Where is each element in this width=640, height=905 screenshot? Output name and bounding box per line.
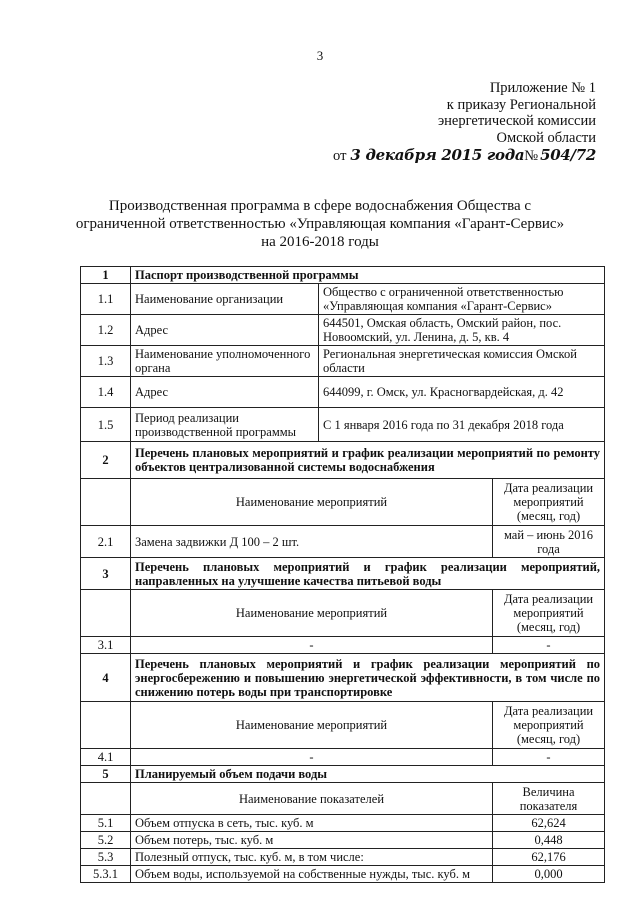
column-header-date: Дата реализации мероприятий (месяц, год) — [493, 479, 605, 526]
section-header: Паспорт производственной программы — [131, 267, 605, 284]
page-number: 3 — [316, 48, 324, 63]
section2-header-row — [81, 442, 605, 479]
appendix-line-4: Омской области — [496, 129, 596, 146]
empty-cell — [81, 783, 131, 815]
section-header: Планируемый объем подачи воды — [131, 766, 605, 783]
table-row — [81, 526, 605, 558]
row-number: 1.1 — [81, 284, 131, 315]
title-line-1: Производственная программа в сфере водоснабжения Общества с — [108, 198, 532, 214]
section-number: 4 — [81, 654, 131, 702]
row-value: 62,176 — [493, 849, 605, 866]
table-row — [81, 408, 605, 442]
row-name: Объем отпуска в сеть, тыс. куб. м — [131, 815, 493, 832]
row-value: 644099, г. Омск, ул. Красногвардейская, д. 42 — [319, 377, 605, 408]
row-value: Общество с ограниченной ответственностью «Управляющая компания «Гарант-Сервис» — [319, 284, 605, 315]
empty-cell — [81, 590, 131, 637]
row-label: Адрес — [131, 315, 319, 346]
title-line-3: на 2016-2018 годы — [261, 234, 379, 250]
table-row — [81, 866, 605, 883]
column-header-name: Наименование мероприятий — [131, 479, 493, 526]
table-row — [81, 377, 605, 408]
row-date: - — [493, 637, 605, 654]
row-date: - — [493, 749, 605, 766]
column-header-row — [81, 479, 605, 526]
row-number: 1.2 — [81, 315, 131, 346]
row-name: Объем воды, используемой на собственные нужды, тыс. куб. м — [131, 866, 493, 883]
handwritten-number: 504/72 — [540, 146, 596, 164]
appendix-line-1: Приложение № 1 — [489, 80, 596, 96]
row-number: 5.3.1 — [81, 866, 131, 883]
table-row — [81, 284, 605, 315]
document-title — [60, 197, 580, 251]
section-header: Перечень плановых мероприятий и график реализации мероприятий по энергосбережению и повышению энергетической эффективности, в том числе по снижению потерь воды при транспортировке — [131, 654, 605, 702]
section-number: 5 — [81, 766, 131, 783]
row-number: 4.1 — [81, 749, 131, 766]
column-header-date: Дата реализации мероприятий (месяц, год) — [493, 590, 605, 637]
column-header-row — [81, 783, 605, 815]
row-value: Региональная энергетическая комиссия Омской области — [319, 346, 605, 377]
section4-header-row — [81, 654, 605, 702]
row-date: май – июнь 2016 года — [493, 526, 605, 558]
appendix-header — [438, 80, 596, 146]
row-value: 644501, Омская область, Омский район, пос. Новоомский, ул. Ленина, д. 5, кв. 4 — [319, 315, 605, 346]
column-header-name: Наименование мероприятий — [131, 590, 493, 637]
row-name: Замена задвижки Д 100 – 2 шт. — [131, 526, 493, 558]
row-label: Период реализации производственной программы — [131, 408, 319, 442]
row-number: 5.2 — [81, 832, 131, 849]
row-label: Адрес — [131, 377, 319, 408]
section-number: 2 — [81, 442, 131, 479]
row-value: 0,000 — [493, 866, 605, 883]
row-name: Объем потерь, тыс. куб. м — [131, 832, 493, 849]
section-header: Перечень плановых мероприятий и график реализации мероприятий, направленных на улучшение качества питьевой воды — [131, 558, 605, 590]
row-number: 1.3 — [81, 346, 131, 377]
appendix-line-2: к приказу Региональной — [446, 96, 596, 113]
appendix-line-3: энергетической комиссии — [437, 113, 596, 129]
column-header-value: Величина показателя — [493, 783, 605, 815]
section3-header-row — [81, 558, 605, 590]
row-name: - — [131, 749, 493, 766]
row-number: 2.1 — [81, 526, 131, 558]
column-header-name: Наименование мероприятий — [131, 702, 493, 749]
section5-header-row — [81, 766, 605, 783]
row-number: 3.1 — [81, 637, 131, 654]
row-value: 0,448 — [493, 832, 605, 849]
column-header-name: Наименование показателей — [131, 783, 493, 815]
column-header-row — [81, 702, 605, 749]
row-value: С 1 января 2016 года по 31 декабря 2018 года — [319, 408, 605, 442]
empty-cell — [81, 479, 131, 526]
table-row — [81, 849, 605, 866]
row-number: 5.1 — [81, 815, 131, 832]
table-row — [81, 346, 605, 377]
column-header-row — [81, 590, 605, 637]
order-date-number — [333, 146, 596, 165]
section1-header-row — [81, 267, 605, 284]
order-number-label: № — [524, 148, 539, 164]
row-label: Наименование организации — [131, 284, 319, 315]
table-row — [81, 637, 605, 654]
table-row — [81, 832, 605, 849]
row-number: 1.4 — [81, 377, 131, 408]
row-name: Полезный отпуск, тыс. куб. м, в том числе: — [131, 849, 493, 866]
table-row — [81, 815, 605, 832]
table-row — [81, 749, 605, 766]
row-number: 5.3 — [81, 849, 131, 866]
row-value: 62,624 — [493, 815, 605, 832]
handwritten-date: 3 декабря 2015 года — [350, 146, 525, 164]
order-from-prefix: от — [333, 148, 347, 164]
row-name: - — [131, 637, 493, 654]
row-label: Наименование уполномоченного органа — [131, 346, 319, 377]
column-header-date: Дата реализации мероприятий (месяц, год) — [493, 702, 605, 749]
title-line-2: ограниченной ответственностью «Управляющая компания «Гарант-Сервис» — [75, 216, 565, 232]
section-number: 3 — [81, 558, 131, 590]
program-table — [80, 266, 605, 883]
table-row — [81, 315, 605, 346]
row-number: 1.5 — [81, 408, 131, 442]
section-header: Перечень плановых мероприятий и график реализации мероприятий по ремонту объектов централизованной системы водоснабжения — [131, 442, 605, 479]
section-number: 1 — [81, 267, 131, 284]
empty-cell — [81, 702, 131, 749]
